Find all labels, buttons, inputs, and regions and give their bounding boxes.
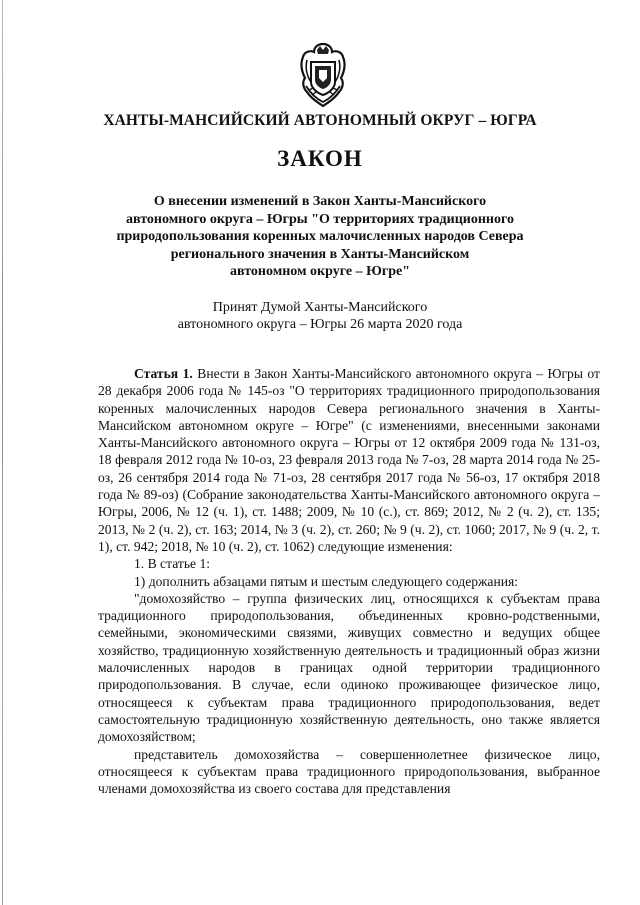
scan-edge [2, 0, 3, 905]
subject-line: О внесении изменений в Закон Ханты-Мансийского [153, 194, 487, 209]
representative-definition: представитель домохозяйства – совершеннолетнее физическое лицо, относящееся к субъектам права традиционного природопользования, выбранное членами домохозяйства из своего состава для представления [98, 746, 600, 797]
law-subject-heading [110, 193, 530, 281]
article-paragraph [98, 365, 600, 555]
article-text: Внести в Закон Ханты-Мансийского автономного округа – Югры от 28 декабря 2006 года № 145-оз "О территориях традиционного природопользования коренных малочисленных народов Севера регионального значения в Ханты-Мансийском автономном округе – Югре" (с изменениями, внесенными законами Ханты-Мансийского автономного округа – Югры от 12 октября 2009 года № 131-оз, 18 февраля 2012 года № 10-оз, 23 февраля 2013 года № 7-оз, 28 марта 2014 года № 25-оз, 26 сентября 2014 года № 71-оз, 28 сентября 2017 года № 56-оз, 17 октября 2018 года № 89-оз) (Собрание законодательства Ханты-Мансийского автономного округа – Югры, 2006, № 12 (ч. 1), ст. 1488; 2009, № 10 (с.), ст. 869; 2012, № 2 (ч. 2), ст. 135; 2013, № 2 (ч. 2), ст. 163; 2014, № 3 (ч. 2), ст. 260; № 9 (ч. 2), ст. 1060; 2017, № 9 (ч. 2, т. 1), ст. 942; 2018, № 10 (ч. 2), ст. 1062) следующие изменения: [98, 366, 600, 554]
subject-line: автономного округа – Югры "О территориях традиционного [126, 211, 514, 227]
coat-of-arms-icon [297, 42, 349, 108]
document-type-title: ЗАКОН [277, 146, 363, 171]
adoption-note [140, 299, 500, 333]
subject-line: природопользования коренных малочисленных народов Севера [116, 229, 524, 244]
item-paragraph: 1. В статье 1: [134, 556, 211, 572]
subject-line: автономном округе – Югре" [229, 264, 411, 279]
article-label: Статья 1. [134, 366, 193, 381]
adoption-line: Принят Думой Ханты-Мансийского [212, 300, 428, 315]
subitem-paragraph: 1) дополнить абзацами пятым и шестым следующего содержания: [134, 573, 519, 589]
document-body [98, 365, 600, 797]
subject-line: регионального значения в Ханты-Мансийском [170, 246, 470, 262]
household-definition: "домохозяйство – группа физических лиц, относящихся к субъектам права традиционного природопользования, объединенных кровно-родственными, семейными, экономическими связями, живущих совместно и ведущих общее хозяйство, традиционную хозяйственную деятельность и традиционный образ жизни малочисленных народов в границах одной территории традиционного природопользования. В случае, если одиноко проживающее физическое лицо, относящееся к субъектам права традиционного природопользования, ведет самостоятельную традиционную хозяйственную деятельность, оно также является домохозяйством; [98, 590, 600, 745]
region-title: ХАНТЫ-МАНСИЙСКИЙ АВТОНОМНЫЙ ОКРУГ – ЮГРА [103, 112, 537, 129]
adoption-line: автономного округа – Югры 26 марта 2020 года [177, 317, 463, 332]
